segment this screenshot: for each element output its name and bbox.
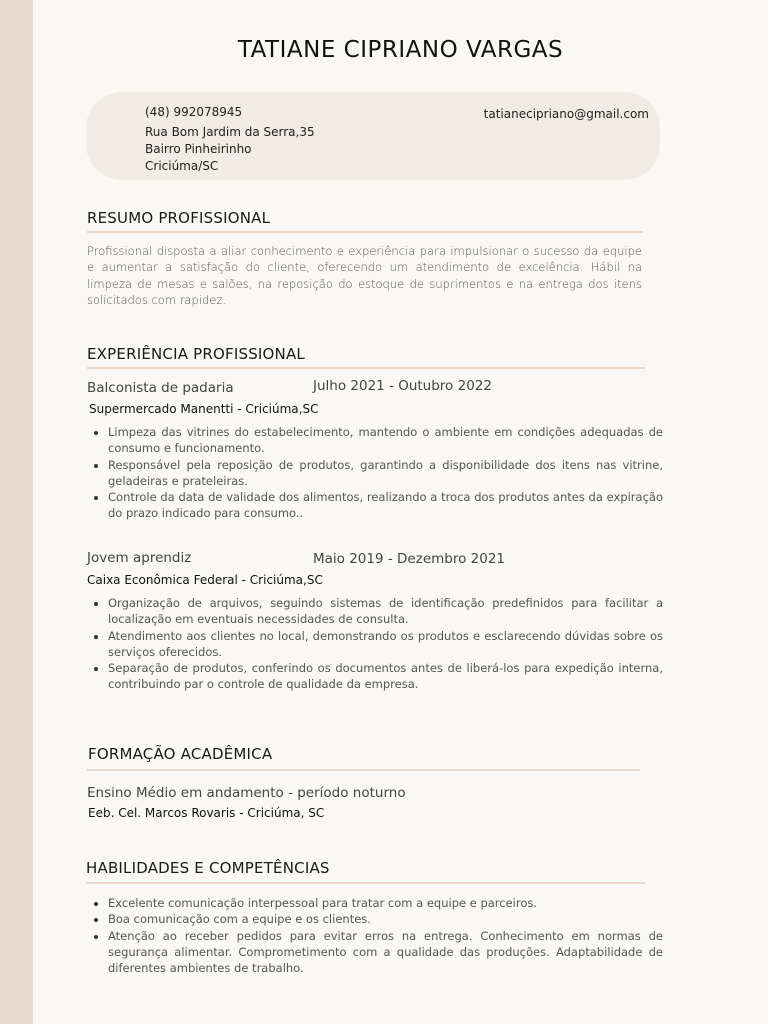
list-item: • Excelente comunicação interpessoal para tratar com a equipe e parceiros. bbox=[108, 895, 663, 911]
education-heading: FORMAÇÃO ACADÊMICA bbox=[88, 745, 273, 763]
list-item: • Atenção ao receber pedidos para evitar erros na entrega. Conhecimento em normas de segurança alimentar. Comprometimento com a qualidade das produções. Adaptabilidade de diferentes ambientes de trabalho. bbox=[108, 928, 663, 977]
list-item: • Atendimento aos clientes no local, demonstrando os produtos e esclarecendo dúvidas sobre os serviços oferecidos. bbox=[108, 628, 663, 661]
job-2-role: Jovem aprendiz bbox=[87, 550, 192, 566]
list-item: • Limpeza das vitrines do estabelecimento, mantendo o ambiente em condições adequadas de consumo e funcionamento. bbox=[108, 424, 663, 457]
skills-list bbox=[87, 895, 663, 976]
summary-divider bbox=[87, 231, 643, 233]
education-divider bbox=[87, 769, 640, 771]
skills-divider bbox=[86, 882, 645, 884]
experience-heading: EXPERIÊNCIA PROFISSIONAL bbox=[87, 345, 305, 363]
job-2-duties bbox=[87, 595, 663, 693]
skills-heading: HABILIDADES E COMPETÊNCIAS bbox=[86, 859, 330, 877]
job-1-period: Julho 2021 - Outubro 2022 bbox=[313, 378, 492, 394]
summary-heading: RESUMO PROFISSIONAL bbox=[87, 209, 271, 227]
contact-box bbox=[86, 92, 660, 180]
job-1-duties bbox=[87, 424, 663, 522]
address-street: Rua Bom Jardim da Serra,35 bbox=[145, 125, 315, 139]
contact-details bbox=[145, 104, 315, 175]
email-address: tatianecipriano@gmail.com bbox=[483, 107, 649, 121]
list-item: • Organização de arquivos, seguindo sistemas de identificação predefinidos para facilitar a localização em eventuais necessidades de consulta. bbox=[108, 595, 663, 628]
education-school: Eeb. Cel. Marcos Rovaris - Criciúma, SC bbox=[88, 806, 325, 820]
list-item: • Separação de produtos, conferindo os documentos antes de liberá-los para expedição interna, contribuindo par o controle de qualidade da empresa. bbox=[108, 660, 663, 693]
education-course: Ensino Médio em andamento - período noturno bbox=[87, 785, 406, 801]
list-item: • Boa comunicação com a equipe e os clientes. bbox=[108, 911, 663, 927]
experience-divider bbox=[87, 367, 645, 369]
list-item: • Responsável pela reposição de produtos, garantindo a disponibilidade dos itens nas vitrine, geladeiras e prateleiras. bbox=[108, 457, 663, 490]
job-2-period: Maio 2019 - Dezembro 2021 bbox=[313, 551, 506, 567]
job-2-company: Caixa Econômica Federal - Criciúma,SC bbox=[87, 573, 323, 587]
address-neighborhood: Bairro Pinheirinho bbox=[145, 142, 252, 156]
job-1-role: Balconista de padaria bbox=[87, 380, 234, 396]
address-city: Criciúma/SC bbox=[145, 159, 219, 173]
phone-number: (48) 992078945 bbox=[145, 105, 243, 119]
list-item: • Controle da data de validade dos alimentos, realizando a troca dos produtos antes da expiração do prazo indicado para consumo.. bbox=[108, 489, 663, 522]
summary-text: Profissional disposta a aliar conhecimento e experiência para impulsionar o sucesso da equipe e aumentar a satisfação do cliente, oferecendo um atendimento de excelência. Hábil na limpeza de mesas e salões, na reposição do estoque de suprimentos e na entrega dos itens solicitados com rapidez. bbox=[87, 244, 642, 307]
job-1-company: Supermercado Manentti - Criciúma,SC bbox=[89, 402, 319, 416]
candidate-name: TATIANE CIPRIANO VARGAS bbox=[237, 37, 564, 63]
decorative-side-stripe bbox=[0, 0, 33, 1024]
